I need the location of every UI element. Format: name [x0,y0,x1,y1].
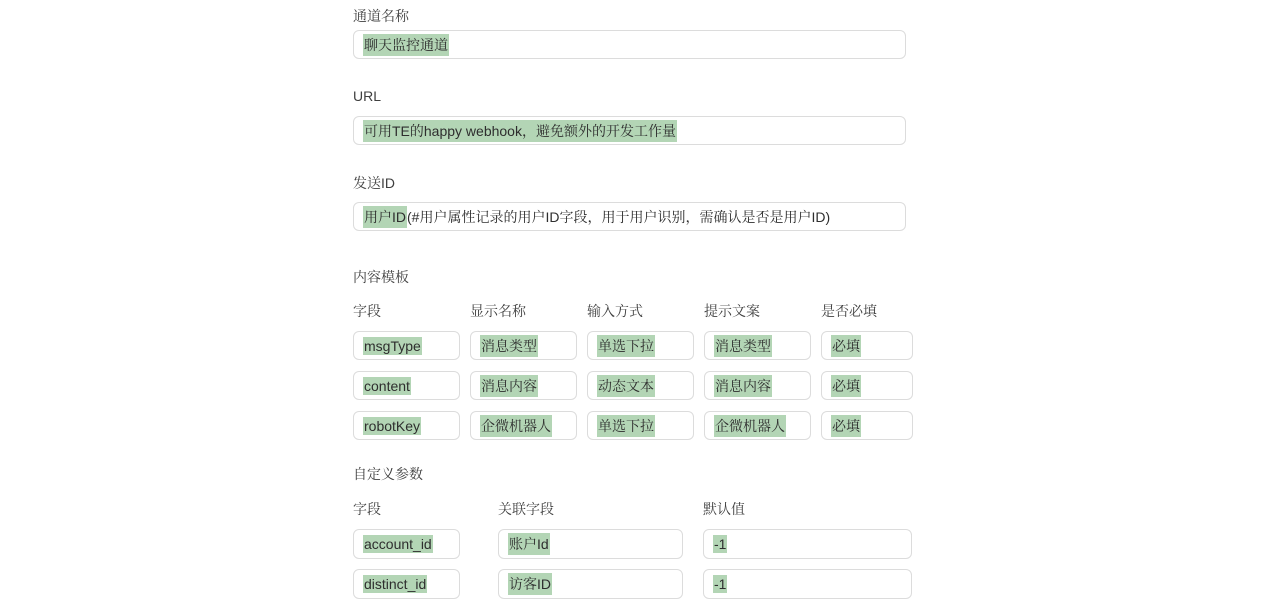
field-name-input[interactable]: robotKey [353,411,460,440]
param-default-value-input[interactable]: -1 [703,569,912,599]
column-header-display-name: 显示名称 [470,303,526,319]
input-method-input[interactable]: 单选下拉 [587,331,694,360]
input-method-input[interactable]: 动态文本 [587,371,694,400]
send-id-value-rest: (#用户属性记录的用户ID字段，用于用户识别，需确认是否是用户ID) [407,208,831,225]
param-linked-field-input[interactable]: 访客ID [498,569,683,599]
display-name-input[interactable]: 企微机器人 [470,411,577,440]
param-field-input[interactable]: distinct_id [353,569,460,599]
content-template-row [353,331,915,360]
custom-params-row [353,569,915,599]
custom-params-header-row [353,499,915,519]
url-input[interactable] [353,116,906,145]
column-header-input-method: 输入方式 [587,303,643,319]
input-method-input[interactable]: 单选下拉 [587,411,694,440]
prompt-text-input[interactable]: 企微机器人 [704,411,811,440]
channel-name-value: 聊天监控通道 [363,34,449,56]
column-header-prompt-text: 提示文案 [704,303,760,319]
column-header-required: 是否必填 [821,303,877,319]
content-template-header-row [353,301,915,321]
url-label: URL [353,88,382,104]
custom-params-row [353,529,915,559]
url-value: 可用TE的happy webhook，避免额外的开发工作量 [363,120,677,142]
channel-config-form [353,0,915,599]
prompt-text-input[interactable]: 消息内容 [704,371,811,400]
field-name-input[interactable]: msgType [353,331,460,360]
column-header-default-value: 默认值 [703,501,745,517]
param-field-input[interactable]: account_id [353,529,460,559]
content-template-title: 内容模板 [353,269,409,285]
send-id-label: 发送ID [353,175,395,191]
column-header-field: 字段 [353,501,381,517]
param-default-value-input[interactable]: -1 [703,529,912,559]
channel-name-input[interactable] [353,30,906,59]
content-template-row [353,411,915,440]
send-id-value-highlighted: 用户ID [363,206,407,228]
prompt-text-input[interactable]: 消息类型 [704,331,811,360]
display-name-input[interactable]: 消息类型 [470,331,577,360]
param-linked-field-input[interactable]: 账户Id [498,529,683,559]
field-name-input[interactable]: content [353,371,460,400]
send-id-input[interactable] [353,202,906,231]
column-header-linked-field: 关联字段 [498,501,554,517]
custom-params-title: 自定义参数 [353,466,423,482]
required-input[interactable]: 必填 [821,331,913,360]
required-input[interactable]: 必填 [821,411,913,440]
required-input[interactable]: 必填 [821,371,913,400]
content-template-row [353,371,915,400]
column-header-field: 字段 [353,303,381,319]
channel-name-label: 通道名称 [353,8,409,24]
display-name-input[interactable]: 消息内容 [470,371,577,400]
